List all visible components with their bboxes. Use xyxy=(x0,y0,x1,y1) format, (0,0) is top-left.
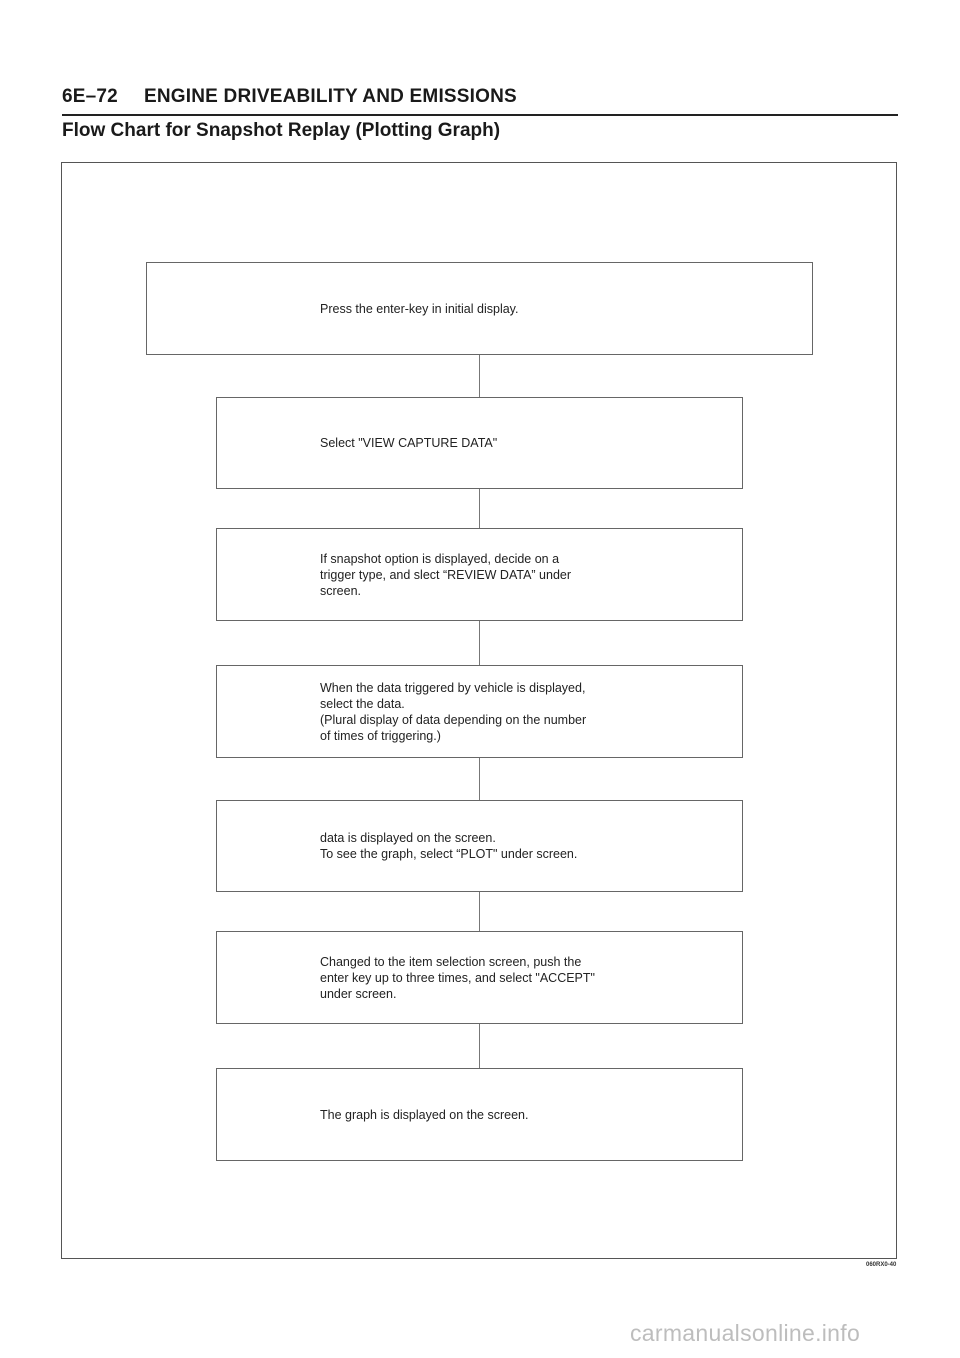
page-header xyxy=(62,86,898,116)
flow-connector xyxy=(479,1024,480,1068)
flow-step-text: Select "VIEW CAPTURE DATA" xyxy=(320,436,498,450)
flow-connector xyxy=(479,892,480,931)
flow-step-text: data is displayed on the screen. To see the graph, select “PLOT" under screen. xyxy=(320,831,578,861)
flow-step-7 xyxy=(216,1068,743,1161)
flow-step-text: When the data triggered by vehicle is displayed, select the data. (Plural display of data depending on the number of times of triggering.) xyxy=(320,680,587,743)
figure-code: 060RX0-40 xyxy=(866,1262,897,1268)
flow-step-text: Changed to the item selection screen, push the enter key up to three times, and select "ACCEPT" under screen. xyxy=(320,954,595,1001)
flow-step-text: The graph is displayed on the screen. xyxy=(320,1107,529,1122)
flow-step-3 xyxy=(216,528,743,621)
flow-step-text: If snapshot option is displayed, decide on a trigger type, and slect “REVIEW DATA” under screen. xyxy=(320,551,572,598)
flow-step-text: Press the enter-key in initial display. xyxy=(320,301,519,316)
flow-step-6 xyxy=(216,931,743,1024)
flow-connector xyxy=(479,355,480,397)
section-title: ENGINE DRIVEABILITY AND EMISSIONS xyxy=(144,86,517,107)
flow-connector xyxy=(479,621,480,665)
flow-step-1 xyxy=(146,262,813,355)
page-number: 6E–72 xyxy=(62,86,118,107)
flow-connector xyxy=(479,489,480,528)
flowchart-title: Flow Chart for Snapshot Replay (Plotting Graph) xyxy=(62,120,501,141)
flow-step-5 xyxy=(216,800,743,892)
watermark: carmanualsonline.info xyxy=(630,1320,861,1346)
flow-connector xyxy=(479,758,480,800)
flow-step-2 xyxy=(216,397,743,489)
flow-step-4 xyxy=(216,665,743,758)
